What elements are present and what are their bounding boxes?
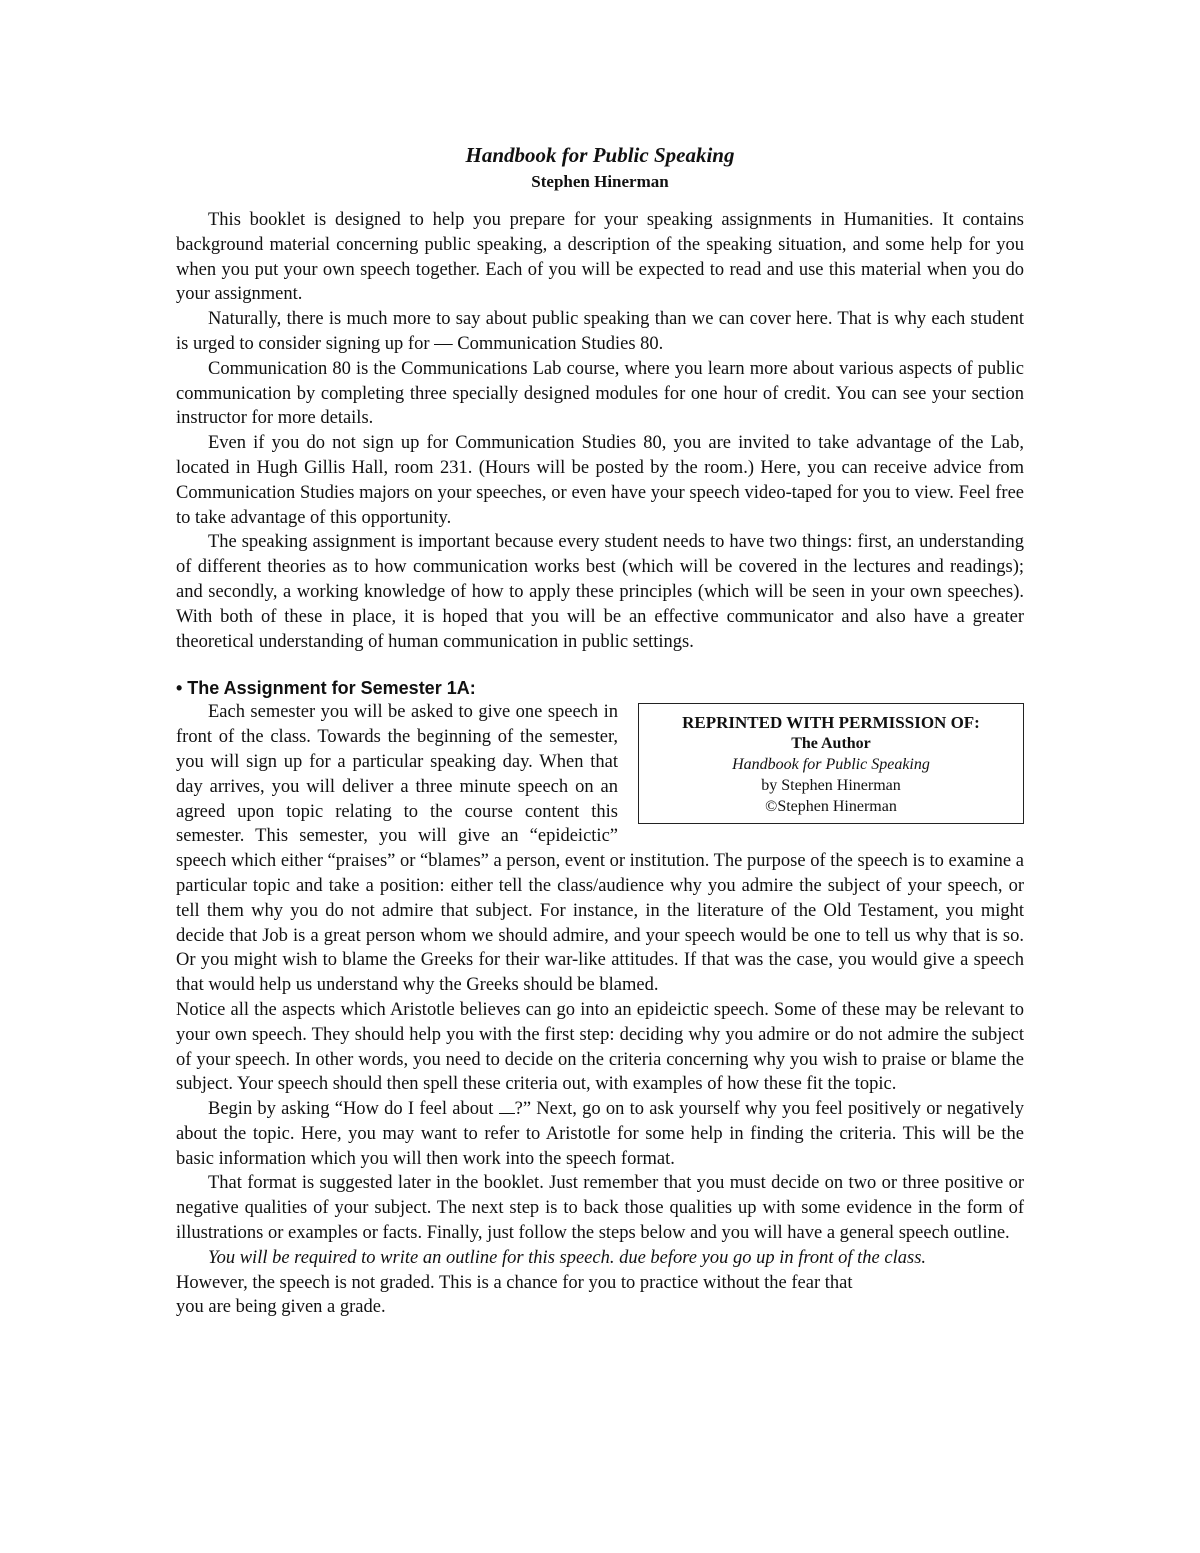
callout-heading: REPRINTED WITH PERMISSION OF: bbox=[682, 713, 980, 733]
intro-paragraph-3: Communication 80 is the Communications Lab course, where you learn more about various aspects of public communication by completing three specially designed modules for one hour of credit. You can see your section instructor for more details. bbox=[176, 358, 1024, 429]
intro-paragraph-5: The speaking assignment is important because every student needs to have two things: first, an understanding of different theories as to how communication works best (which will be covered in the lectures and readings); and secondly, a working knowledge of how to apply these principles (which will be seen in your own speeches). With both of these in place, it is hoped that you will be an effective communicator and also have a greater theoretical understanding of human communication in public settings. bbox=[176, 532, 1024, 652]
assignment-outline-requirement: You will be required to write an outline for this speech. due before you go up in front of the class. bbox=[208, 1247, 927, 1268]
document-author: Stephen Hinerman bbox=[531, 172, 669, 191]
intro-paragraph-1: This booklet is designed to help you prepare for your speaking assignments in Humanities. It contains background material concerning public speaking, a description of the speaking situation, and some help for you when you put your own speech together. Each of you will be expected to read and use this material when you do your assignment. bbox=[176, 210, 1024, 305]
assignment-not-graded-line-1: However, the speech is not graded. This is a chance for you to practice without the fear that bbox=[176, 1272, 853, 1293]
document-title: Handbook for Public Speaking bbox=[465, 143, 735, 167]
callout-subheading: The Author bbox=[791, 735, 871, 753]
assignment-paragraph-3-start: Begin by asking “How do I feel about bbox=[208, 1099, 499, 1120]
callout-copyright: ©Stephen Hinerman bbox=[765, 798, 897, 816]
assignment-paragraph-3-end: ?” Next, go on to ask yourself why you feel positively or negatively about the topic. Here, you may want to refer to Aristotle for some help in finding the criteria. This will be the basic information which you will then work into the speech format. bbox=[176, 1099, 1024, 1169]
assignment-not-graded-line-2: you are being given a grade. bbox=[176, 1297, 386, 1318]
intro-paragraph-2: Naturally, there is much more to say about public speaking than we can cover here. That is why each student is urged to consider signing up for — Communication Studies 80. bbox=[176, 309, 1024, 354]
intro-paragraph-4: Even if you do not sign up for Communication Studies 80, you are invited to take advantage of the Lab, located in Hugh Gillis Hall, room 231. (Hours will be posted by the room.) Here, you can receive advice from Communication Studies majors on your speeches, or even have your speech video-taped for you to view. Feel free to take advantage of this opportunity. bbox=[176, 433, 1024, 528]
callout-book-title: Handbook for Public Speaking bbox=[732, 756, 930, 774]
assignment-paragraph-3 bbox=[176, 1097, 1024, 1171]
callout-byline: by Stephen Hinerman bbox=[761, 777, 901, 795]
document-page bbox=[176, 140, 1024, 1320]
assignment-paragraph-4: That format is suggested later in the booklet. Just remember that you must decide on two or three positive or negative qualities of your subject. The next step is to back those qualities up with some evidence in the form of illustrations or examples or facts. Finally, just follow the steps below and you will have a general speech outline. bbox=[176, 1173, 1024, 1244]
assignment-paragraph-1: Each semester you will be asked to give one speech in front of the class. Towards the beginning of the semester, you will sign up for a particular speaking day. When that day arrives, you will deliver a three minute speech on an agreed upon topic relating to the course content this semester. This semester, you will give an “epideictic” speech which either “praises” or “blames” a person, event or institution. The purpose of the speech is to examine a particular topic and take a position: either tell the class/audience why you admire the subject of your speech, or tell them why you do not admire that subject. For instance, in the literature of the Old Testament, you might decide that Job is a great person whom we should admire, and your speech would be one to tell us why that is so. Or you might wish to blame the Greeks for their war-like attitudes. If that was the case, you would give a speech that would help us understand why the Greeks should be blamed. bbox=[176, 702, 1024, 996]
assignment-paragraph-2: Notice all the aspects which Aristotle believes can go into an epideictic speech. Some of these may be relevant to your own speech. They should help you with the first step: deciding why you admire or do not admire the subject of your speech. In other words, you need to decide on the criteria concerning why you wish to praise or blame the subject. Your speech should then spell these criteria out, with examples of how these fit the topic. bbox=[176, 999, 1024, 1095]
assignment-heading: • The Assignment for Semester 1A: bbox=[176, 678, 476, 699]
fill-in-blank bbox=[499, 1099, 515, 1114]
permission-callout-box bbox=[638, 703, 1024, 824]
